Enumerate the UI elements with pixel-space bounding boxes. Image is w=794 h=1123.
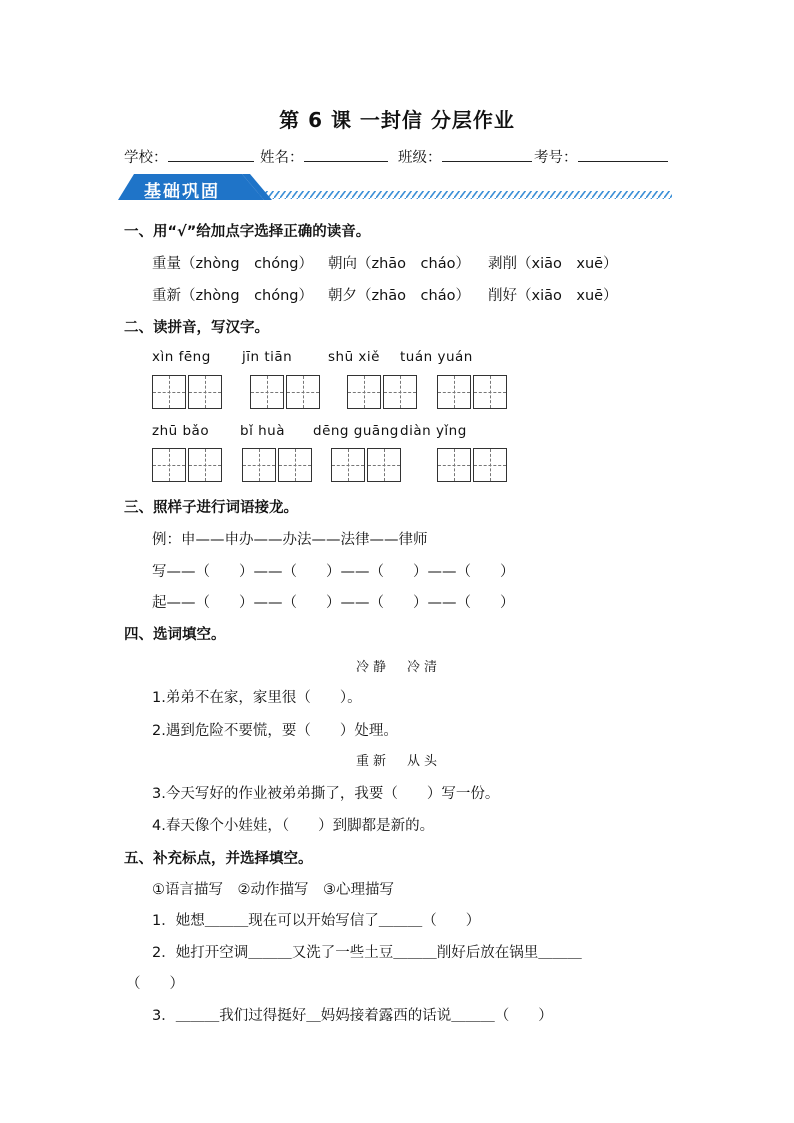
- pinyin-6: bǐ huà: [240, 423, 285, 439]
- page-title: 第 6 课 一封信 分层作业: [279, 108, 515, 132]
- s3-line-1[interactable]: 写——（ ）——（ ）——（ ）——（ ）: [152, 564, 515, 580]
- name-blank[interactable]: [304, 147, 388, 162]
- s3-line-2[interactable]: 起——（ ）——（ ）——（ ）——（ ）: [152, 595, 515, 611]
- s1-r1-item-2: 朝向（zhāo cháo）: [328, 256, 470, 272]
- s1-r2-item-1: 重新（zhòng chóng）: [152, 288, 313, 304]
- class-field: [398, 146, 532, 167]
- pinyin-1: xìn fēng: [152, 349, 211, 365]
- exam-no-label: 考号：: [534, 150, 578, 166]
- pinyin-8: diàn yǐng: [400, 423, 467, 439]
- s5-question-2[interactable]: 2．她打开空调＿＿＿又洗了一些土豆＿＿＿削好后放在锅里＿＿＿: [152, 945, 582, 961]
- pinyin-4: tuán yuán: [400, 349, 473, 365]
- pinyin-5: zhū bǎo: [152, 423, 210, 439]
- section-banner: [118, 174, 674, 202]
- section-2-heading: 二、读拼音，写汉字。: [124, 320, 269, 336]
- exam-no-field: [534, 146, 668, 167]
- section-1-heading: 一、用“√”给加点字选择正确的读音。: [124, 224, 371, 240]
- tianzige-pair-1[interactable]: [152, 375, 222, 409]
- tianzige-pair-4[interactable]: [437, 375, 507, 409]
- school-field: [124, 146, 254, 167]
- school-blank[interactable]: [168, 147, 254, 162]
- s1-r1-item-1: 重量（zhòng chóng）: [152, 256, 313, 272]
- section-3-heading: 三、照样子进行词语接龙。: [124, 500, 298, 516]
- pinyin-2: jīn tiān: [242, 349, 293, 365]
- s4-word-choices-1: 冷静 冷清: [356, 660, 442, 675]
- s4-word-choices-2: 重新 从头: [356, 754, 442, 769]
- tianzige-pair-6[interactable]: [242, 448, 312, 482]
- pinyin-7: dēng guāng: [313, 423, 399, 439]
- school-label: 学校：: [124, 150, 168, 166]
- s5-question-2-answer[interactable]: （ ）: [126, 976, 184, 992]
- banner-label: 基础巩固: [144, 182, 220, 202]
- s4-question-3[interactable]: 3.今天写好的作业被弟弟撕了，我要（ ）写一份。: [152, 786, 500, 802]
- s4-question-2[interactable]: 2.遇到危险不要慌，要（ ）处理。: [152, 723, 398, 739]
- s5-options: ①语言描写 ②动作描写 ③心理描写: [152, 882, 394, 898]
- class-blank[interactable]: [442, 147, 532, 162]
- s4-question-4[interactable]: 4.春天像个小娃娃，（ ）到脚都是新的。: [152, 818, 435, 834]
- class-label: 班级：: [398, 150, 442, 166]
- s3-example: 例：申——申办——办法——法律——律师: [152, 532, 428, 548]
- s5-question-3[interactable]: 3．＿＿＿我们过得挺好＿妈妈接着露西的话说＿＿＿（ ）: [152, 1008, 553, 1024]
- s1-r1-item-3: 剥削（xiāo xuē）: [488, 256, 618, 272]
- s5-question-1[interactable]: 1．她想＿＿＿现在可以开始写信了＿＿＿（ ）: [152, 913, 481, 929]
- tianzige-pair-2[interactable]: [250, 375, 320, 409]
- section-4-heading: 四、选词填空。: [124, 627, 226, 643]
- pinyin-3: shū xiě: [328, 349, 380, 365]
- section-5-heading: 五、补充标点，并选择填空。: [124, 851, 313, 867]
- name-label: 姓名：: [260, 150, 304, 166]
- tianzige-pair-3[interactable]: [347, 375, 417, 409]
- s4-question-1[interactable]: 1.弟弟不在家，家里很（ ）。: [152, 690, 362, 706]
- name-field: [260, 146, 388, 167]
- tianzige-pair-8[interactable]: [437, 448, 507, 482]
- s1-r2-item-2: 朝夕（zhāo cháo）: [328, 288, 470, 304]
- s1-r2-item-3: 削好（xiāo xuē）: [488, 288, 618, 304]
- tianzige-pair-7[interactable]: [331, 448, 401, 482]
- tianzige-pair-5[interactable]: [152, 448, 222, 482]
- exam-no-blank[interactable]: [578, 147, 668, 162]
